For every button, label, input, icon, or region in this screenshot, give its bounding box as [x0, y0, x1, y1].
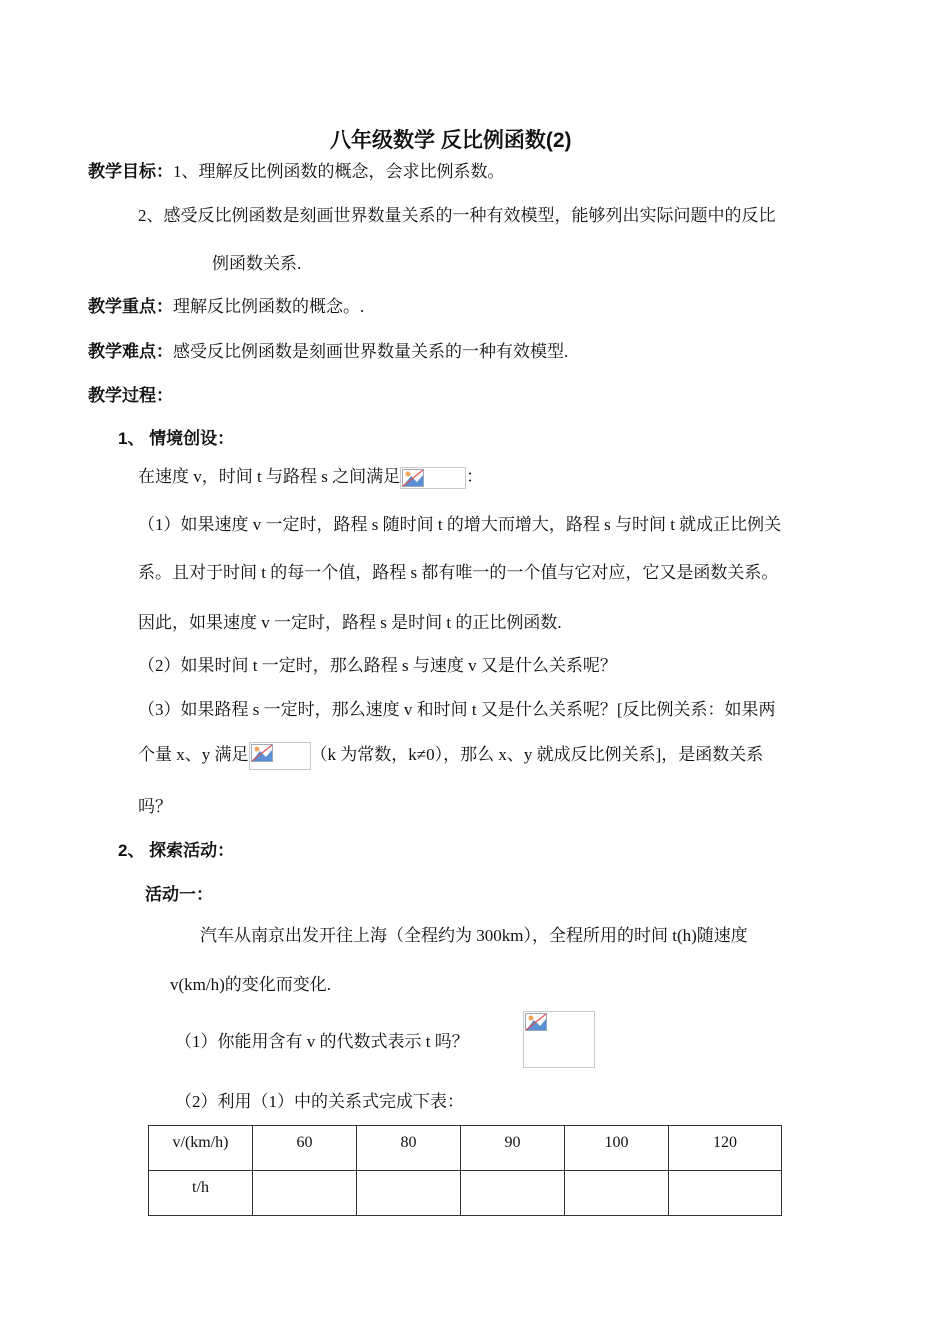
section1-p2: （2）如果时间 t 一定时，那么路程 s 与速度 v 又是什么关系呢？	[138, 656, 617, 675]
objectives-label: 教学目标：	[88, 162, 173, 181]
activity-text-line-2: v(km/h)的变化而变化.	[170, 975, 332, 994]
key-point-text: 理解反比例函数的概念。.	[173, 297, 365, 316]
table-row	[149, 1171, 782, 1216]
table-row	[149, 1126, 782, 1171]
objective-item-2-line-2: 例函数关系.	[212, 254, 302, 273]
question-2: （2）利用（1）中的关系式完成下表：	[175, 1092, 464, 1111]
table-cell[interactable]	[461, 1171, 565, 1216]
broken-image-icon	[400, 467, 466, 489]
table-cell: v/(km/h)	[149, 1126, 253, 1171]
table-cell[interactable]	[565, 1171, 669, 1216]
section1-p1-line-1: （1）如果速度 v 一定时，路程 s 随时间 t 的增大而增大，路程 s 与时间 t 就成正比例关	[138, 515, 782, 534]
table-cell: 120	[669, 1126, 782, 1171]
key-point-line	[88, 292, 364, 317]
difficulty-label: 教学难点：	[88, 342, 173, 361]
question-1: （1）你能用含有 v 的代数式表示 t 吗？	[175, 1032, 469, 1051]
broken-image-icon	[523, 1011, 595, 1068]
broken-image-icon	[249, 742, 311, 770]
section1-p3-line-3: 吗？	[138, 797, 172, 816]
intro-text: 在速度 v，时间 t 与路程 s 之间满足	[138, 467, 401, 486]
difficulty-text: 感受反比例函数是刻画世界数量关系的一种有效模型.	[173, 342, 569, 361]
table-cell: 80	[357, 1126, 461, 1171]
process-label: 教学过程：	[88, 386, 173, 405]
objective-item-2-line-1: 2、感受反比例函数是刻画世界数量关系的一种有效模型，能够列出实际问题中的反比	[138, 206, 776, 225]
section1-p1-line-2: 系。且对于时间 t 的每一个值，路程 s 都有唯一的一个值与它对应，它又是函数关系。	[138, 563, 779, 582]
objective-item-1: 1、理解反比例函数的概念，会求比例系数。	[173, 162, 505, 181]
table-cell: 60	[253, 1126, 357, 1171]
section1-heading: 1、 情境创设：	[118, 429, 235, 448]
speed-time-table	[148, 1125, 782, 1216]
section1-intro	[138, 462, 483, 489]
section1-p3-line-1: （3）如果路程 s 一定时，那么速度 v 和时间 t 又是什么关系呢？[反比例关系：如果两	[138, 700, 776, 719]
activity-label: 活动一：	[145, 885, 213, 904]
activity-text-line-1: 汽车从南京出发开往上海（全程约为 300km），全程所用的时间 t(h)随速度	[200, 926, 748, 945]
table-cell: t/h	[149, 1171, 253, 1216]
key-point-label: 教学重点：	[88, 297, 173, 316]
intro-colon: ：	[466, 467, 484, 486]
table-cell[interactable]	[669, 1171, 782, 1216]
document-title: 八年级数学 反比例函数(2)	[330, 129, 572, 152]
section2-heading: 2、 探索活动：	[118, 841, 235, 860]
objectives-line	[88, 157, 505, 182]
section1-p1-line-3: 因此，如果速度 v 一定时，路程 s 是时间 t 的正比例函数.	[138, 613, 562, 632]
p3-text-after: （k 为常数，k≠0），那么 x、y 就成反比例关系]，是函数关系	[310, 745, 764, 764]
section1-p3-line-2	[138, 740, 763, 770]
table-cell: 100	[565, 1126, 669, 1171]
p3-text-before: 个量 x、y 满足	[138, 745, 249, 764]
table-cell: 90	[461, 1126, 565, 1171]
table-cell[interactable]	[253, 1171, 357, 1216]
difficulty-line	[88, 337, 568, 362]
table-cell[interactable]	[357, 1171, 461, 1216]
